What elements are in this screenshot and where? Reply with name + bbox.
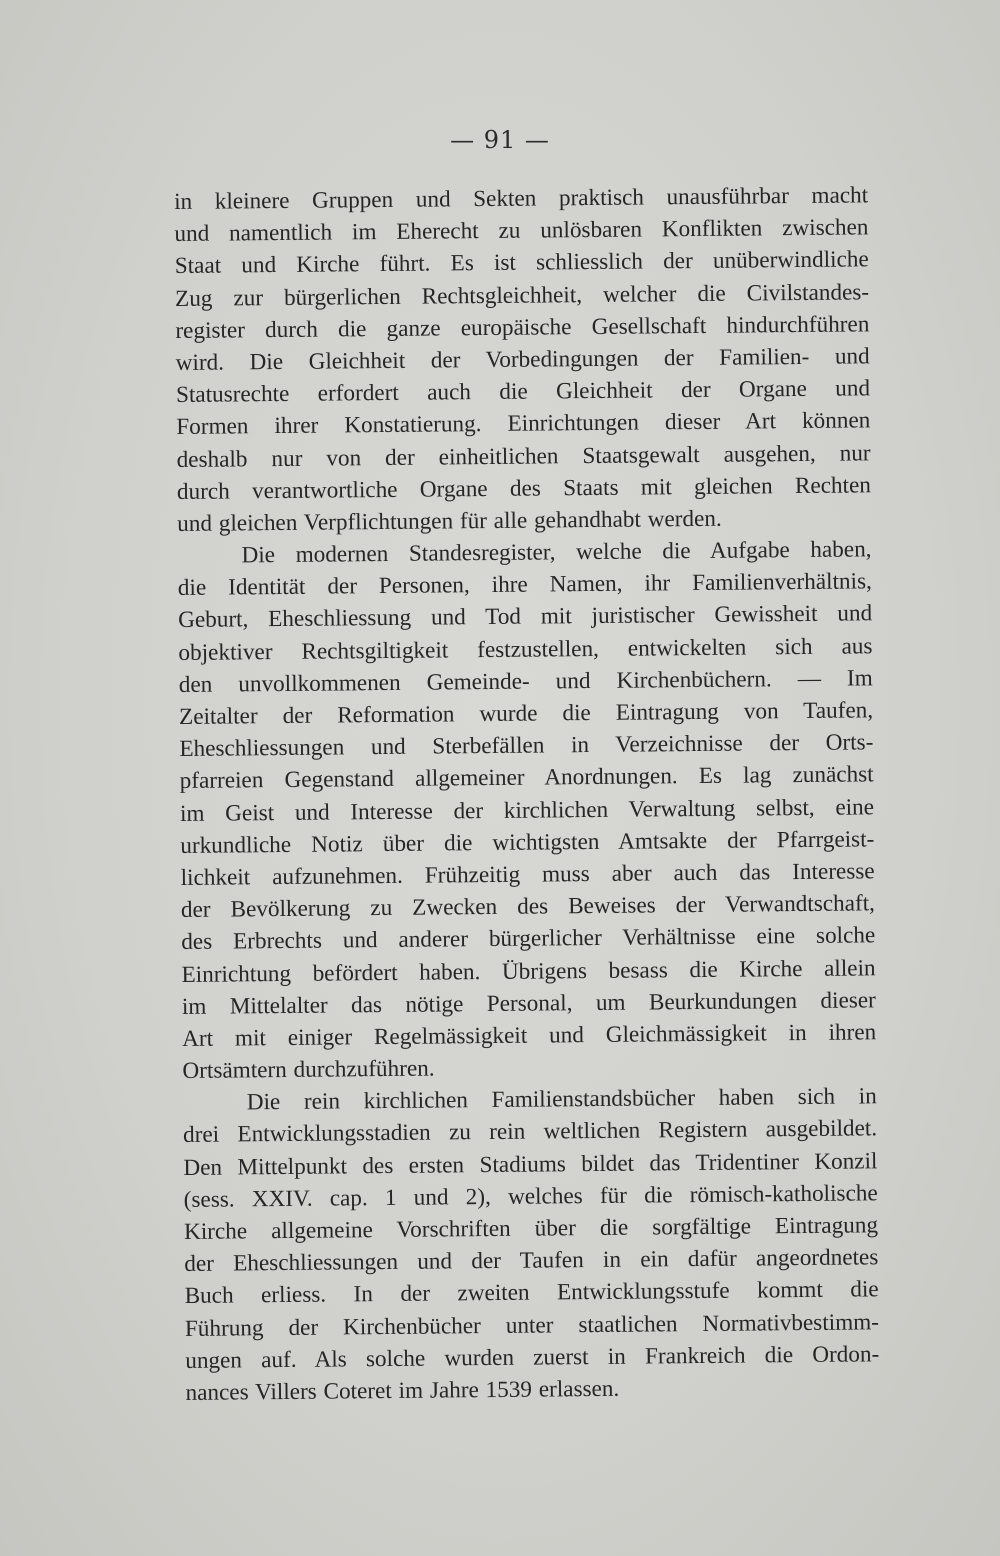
text-line: Die rein kirchlichen Familienstandsbücher haben sich in: [246, 1083, 877, 1116]
text-line: Den Mittelpunkt des ersten Stadiums bildet das Tridentiner Konzil: [183, 1147, 878, 1181]
text-line: die Identität der Personen, ihre Namen, ihr Familienverhältnis,: [177, 568, 872, 602]
text-line: nances Villers Coteret im Jahre 1539 erlassen.: [185, 1375, 620, 1406]
text-line: ungen auf. Als solche wurden zuerst in Frankreich die Ordon-: [185, 1341, 880, 1374]
text-line: der Eheschliessungen und der Taufen in ein dafür angeordnetes: [184, 1244, 879, 1278]
text-line: und namentlich im Eherecht zu unlösbaren Konflikten zwischen: [174, 214, 869, 248]
text-line: Die modernen Standesregister, welche die Aufgabe haben,: [241, 536, 872, 569]
text-line: des Erbrechts und anderer bürgerlicher Verhältnisse eine solche: [181, 922, 876, 956]
text-line: drei Entwicklungsstadien zu rein weltlichen Registern ausgebildet.: [182, 1115, 878, 1149]
text-line: Zeitalter der Reformation wurde die Eintragung von Taufen,: [178, 697, 874, 730]
text-line: Statusrechte erfordert auch die Gleichheit der Organe und: [175, 375, 871, 409]
text-line: pfarreien Gegenstand allgemeiner Anordnungen. Es lag zunächst: [179, 761, 874, 795]
text-line: Zug zur bürgerlichen Rechtsgleichheit, welcher die Civilstandes-: [174, 278, 870, 312]
body-text: [174, 179, 880, 1409]
text-line: der Bevölkerung zu Zwecken des Beweises der Verwandtschaft,: [180, 890, 876, 924]
text-line: in kleinere Gruppen und Sekten praktisch unausführbar macht: [174, 182, 869, 215]
text-line: Art mit einiger Regelmässigkeit und Gleichmässigkeit in ihren: [182, 1019, 877, 1052]
text-line: (sess. XXIV. cap. 1 und 2), welches für die römisch-katholische: [183, 1180, 878, 1213]
text-line: Kirche allgemeine Vorschriften über die sorgfältige Eintragung: [183, 1212, 879, 1245]
text-line: Führung der Kirchenbücher unter staatlichen Normativbestimm-: [184, 1308, 880, 1342]
text-line: den unvollkommenen Gemeinde- und Kirchenbüchern. — Im: [178, 665, 873, 698]
text-line: und gleichen Verpflichtungen für alle gehandhabt werden.: [177, 505, 722, 537]
text-line: im Geist und Interesse der kirchlichen Verwaltung selbst, eine: [179, 793, 875, 827]
text-line: im Mittelalter das nötige Personal, um Beurkundungen dieser: [181, 986, 876, 1020]
text-line: objektiver Rechtsgiltigkeit festzustellen, entwickelten sich aus: [178, 632, 873, 666]
text-line: urkundliche Notiz über die wichtigsten Amtsakte der Pfarrgeist-: [180, 826, 875, 859]
text-line: Eheschliessungen und Sterbefällen in Verzeichnisse der Orts-: [179, 729, 874, 763]
text-line: deshalb nur von der einheitlichen Staatsgewalt ausgehen, nur: [176, 439, 871, 473]
text-line: durch verantwortliche Organe des Staats mit gleichen Rechten: [176, 472, 872, 505]
text-line: wird. Die Gleichheit der Vorbedingungen der Familien- und: [175, 343, 870, 376]
text-line: Formen ihrer Konstatierung. Einrichtungen dieser Art können: [176, 407, 871, 441]
text-line: Einrichtung befördert haben. Übrigens besass die Kirche allein: [181, 954, 876, 988]
text-line: Buch erliess. In der zweiten Entwicklungsstufe kommt die: [184, 1276, 879, 1310]
text-line: Geburt, Eheschliessung und Tod mit juristischer Gewissheit und: [178, 600, 873, 634]
text-line: lichkeit aufzunehmen. Frühzeitig muss aber auch das Interesse: [180, 858, 875, 891]
text-line: Staat und Kirche führt. Es ist schliesslich der unüberwindliche: [174, 246, 869, 280]
text-line: Ortsämtern durchzuführen.: [182, 1055, 435, 1085]
text-line: register durch die ganze europäische Gesellschaft hindurchführen: [175, 311, 870, 344]
page-number: — 91 —: [450, 126, 550, 154]
